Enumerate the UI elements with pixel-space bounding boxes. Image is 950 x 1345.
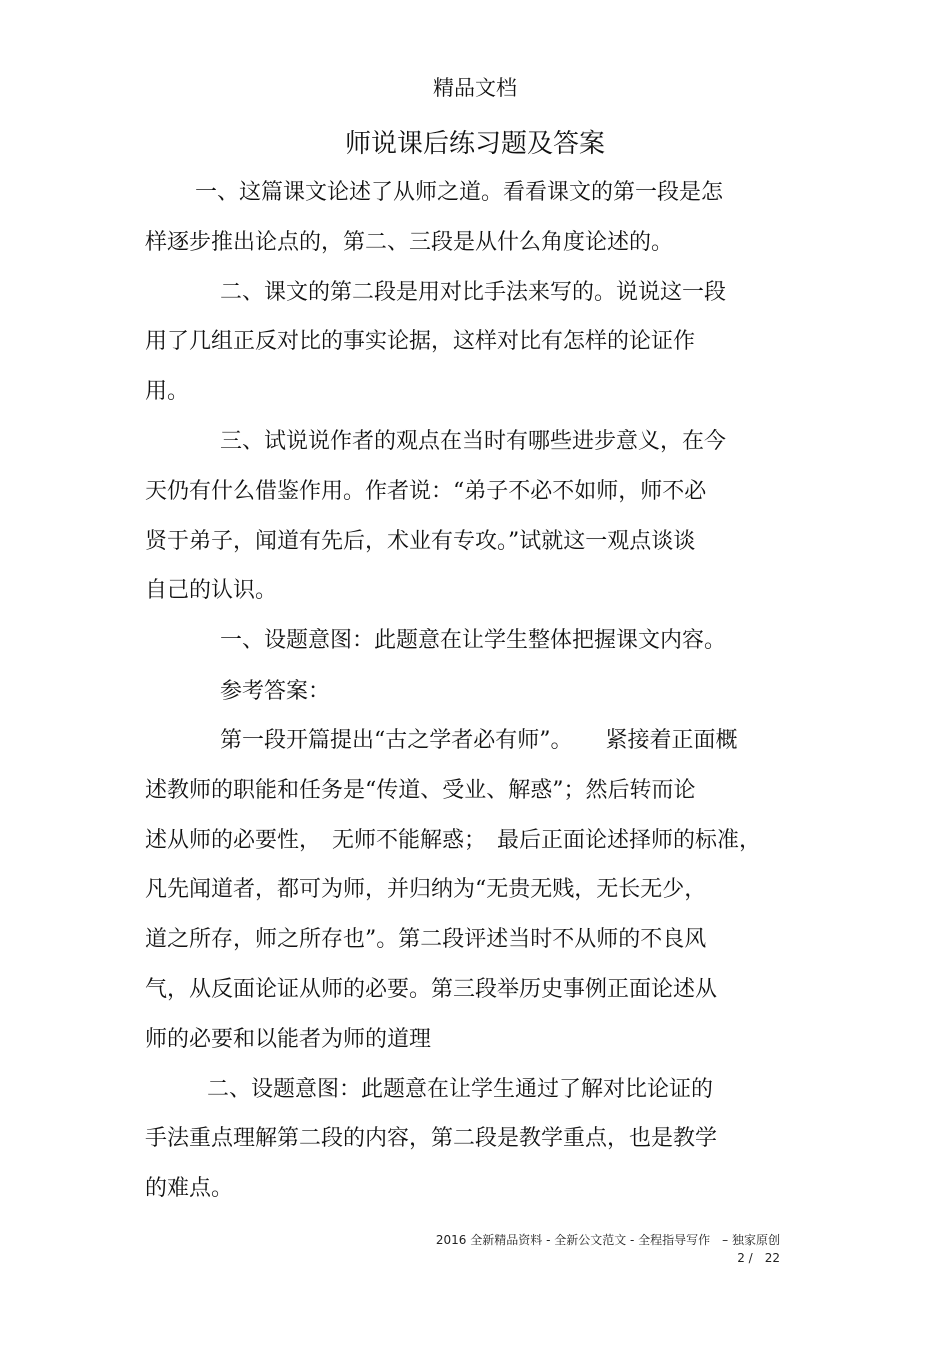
page-number: 2 / 22 [737, 1251, 780, 1265]
page-header: 精品文档 [433, 76, 517, 100]
text-line: 气，从反面论证从师的必要。第三段举历史事例正面论述从 [145, 977, 718, 1002]
text-line: 天仍有什么借鉴作用。作者说：“弟子不必不如师，师不必 [145, 479, 707, 504]
text-line: 三、试说说作者的观点在当时有哪些进步意义，在今 [220, 429, 727, 454]
text-line: 一、这篇课文论述了从师之道。看看课文的第一段是怎 [195, 180, 724, 205]
text-line: 参考答案： [220, 679, 331, 704]
text-line: 述从师的必要性， 无师不能解惑； 最后正面论述择师的标准， [145, 828, 762, 853]
text-line: 二、课文的第二段是用对比手法来写的。说说这一段 [220, 280, 727, 305]
text-line: 样逐步推出论点的，第二、三段是从什么角度论述的。 [145, 230, 674, 255]
document-title: 师说课后练习题及答案 [344, 129, 605, 159]
text-line: 师的必要和以能者为师的道理 [145, 1027, 432, 1052]
text-line: 二、设题意图：此题意在让学生通过了解对比论证的 [207, 1077, 714, 1102]
text-line: 的难点。 [145, 1176, 234, 1201]
text-line: 自己的认识。 [145, 578, 278, 603]
text-line: 述教师的职能和任务是“传道、受业、解惑”；然后转而论 [145, 778, 696, 803]
text-line: 用。 [145, 379, 190, 404]
text-line: 用了几组正反对比的事实论据，这样对比有怎样的论证作 [145, 329, 696, 354]
footer-text: 2016 全新精品资料 - 全新公文范文 - 全程指导写作 – 独家原创 [435, 1233, 780, 1247]
text-line: 道之所存，师之所存也”。第二段评述当时不从师的不良风 [145, 927, 707, 952]
text-line: 一、设题意图：此题意在让学生整体把握课文内容。 [220, 628, 727, 653]
text-line: 手法重点理解第二段的内容，第二段是教学重点，也是教学 [145, 1126, 718, 1151]
text-line: 凡先闻道者，都可为师，并归纳为“无贵无贱，无长无少， [145, 877, 707, 902]
text-line: 第一段开篇提出“古之学者必有师”。 紧接着正面概 [220, 728, 738, 753]
text-line: 贤于弟子，闻道有先后，术业有专攻。”试就这一观点谈谈 [145, 529, 696, 554]
